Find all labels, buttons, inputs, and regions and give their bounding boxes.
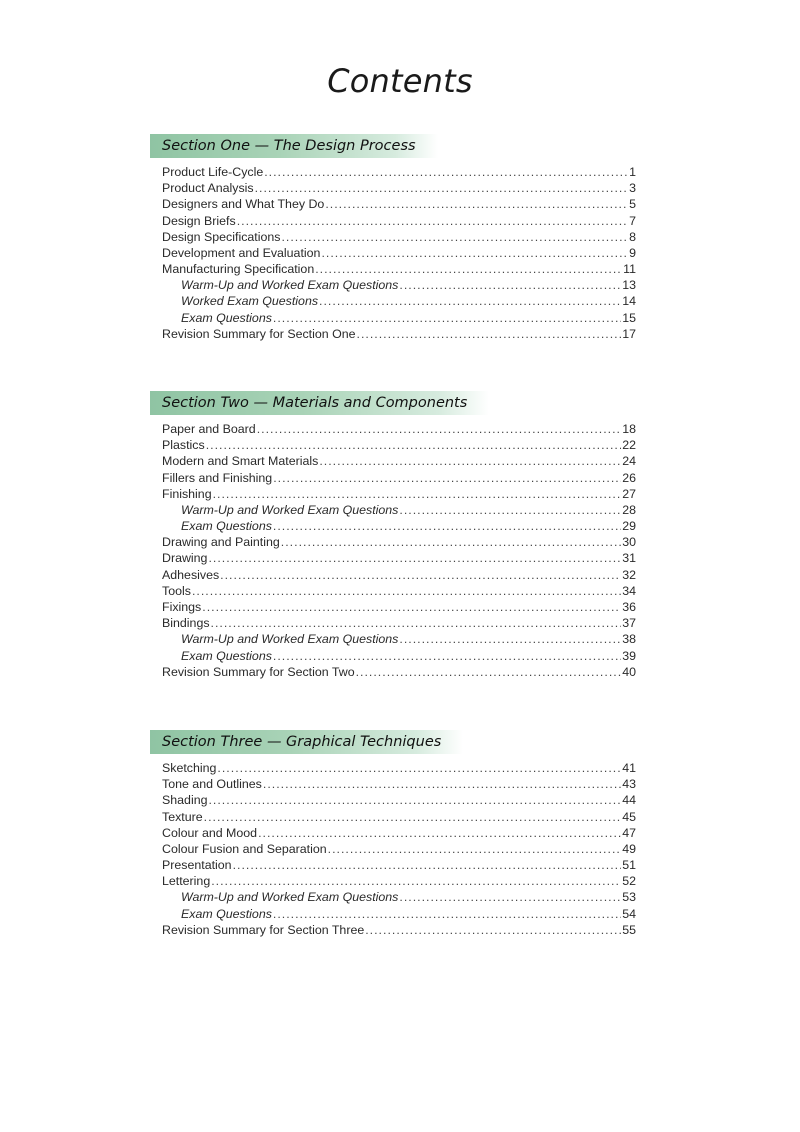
toc-entry-title: Revision Summary for Section One <box>162 326 356 341</box>
dot-leader <box>208 792 621 808</box>
toc-list <box>150 421 636 680</box>
toc-entry-page-number: 32 <box>622 567 636 582</box>
toc-entry-title: Tools <box>162 583 191 598</box>
toc-entry-page-number: 30 <box>622 535 636 550</box>
toc-entry-page-number: 1 <box>629 164 636 179</box>
toc-entry-page-number: 5 <box>629 197 636 212</box>
toc-entry <box>162 583 636 599</box>
toc-entry <box>162 599 636 615</box>
dot-leader <box>217 760 621 776</box>
toc-entry-page-number: 14 <box>622 294 636 309</box>
toc-entry <box>162 421 636 437</box>
toc-entry-page-number: 39 <box>622 648 636 663</box>
dot-leader <box>273 906 621 922</box>
toc-entry-title: Warm-Up and Worked Exam Questions <box>181 890 399 905</box>
toc-entry-title: Shading <box>162 793 208 808</box>
toc-entry-title: Exam Questions <box>181 906 272 921</box>
toc-entry-page-number: 24 <box>622 454 636 469</box>
dot-leader <box>264 164 628 180</box>
toc-entry-title: Adhesives <box>162 567 220 582</box>
toc-entry-title: Modern and Smart Materials <box>162 454 319 469</box>
toc-entry-page-number: 44 <box>622 793 636 808</box>
dot-leader <box>399 889 621 905</box>
dot-leader <box>321 245 628 261</box>
toc-entry-title: Exam Questions <box>181 519 272 534</box>
dot-leader <box>213 486 622 502</box>
dot-leader <box>211 873 621 889</box>
toc-entry <box>162 294 636 310</box>
dot-leader <box>233 857 622 873</box>
toc-entry-title: Colour and Mood <box>162 825 258 840</box>
toc-list <box>150 164 636 342</box>
toc-entry-page-number: 13 <box>622 278 636 293</box>
dot-leader <box>273 648 621 664</box>
dot-leader <box>357 326 622 342</box>
toc-entry-title: Exam Questions <box>181 648 272 663</box>
toc-entry-page-number: 28 <box>622 502 636 517</box>
toc-entry <box>162 922 636 938</box>
toc-entry <box>162 486 636 502</box>
dot-leader <box>399 277 621 293</box>
toc-entry <box>162 502 636 518</box>
toc-entry-page-number: 34 <box>622 583 636 598</box>
toc-entry <box>162 437 636 453</box>
toc-entry-title: Drawing and Painting <box>162 535 280 550</box>
toc-entry <box>162 213 636 229</box>
toc-entry <box>162 648 636 664</box>
page-title: Contents <box>327 62 473 100</box>
toc-entry <box>162 825 636 841</box>
toc-entry-title: Product Analysis <box>162 181 254 196</box>
dot-leader <box>328 841 622 857</box>
toc-entry-page-number: 52 <box>622 874 636 889</box>
toc-entry <box>162 631 636 647</box>
toc-entry <box>162 534 636 550</box>
dot-leader <box>399 631 621 647</box>
toc-entry-title: Warm-Up and Worked Exam Questions <box>181 278 399 293</box>
toc-entry-title: Fixings <box>162 600 202 615</box>
toc-entry-page-number: 26 <box>622 470 636 485</box>
toc-entry-page-number: 22 <box>622 438 636 453</box>
toc-entry-page-number: 41 <box>622 760 636 775</box>
toc-entry-title: Drawing <box>162 551 208 566</box>
toc-entry-page-number: 51 <box>622 858 636 873</box>
dot-leader <box>255 180 628 196</box>
toc-entry <box>162 906 636 922</box>
toc-entry-page-number: 17 <box>622 326 636 341</box>
toc-entry <box>162 664 636 680</box>
dot-leader <box>399 502 621 518</box>
toc-entry-page-number: 7 <box>629 213 636 228</box>
toc-entry <box>162 890 636 906</box>
dot-leader <box>206 437 622 453</box>
toc-entry-page-number: 43 <box>622 777 636 792</box>
section-two <box>150 391 636 680</box>
section-heading: Section Three — Graphical Techniques <box>150 730 463 754</box>
toc-entry-page-number: 3 <box>629 181 636 196</box>
toc-entry <box>162 615 636 631</box>
toc-entry-title: Plastics <box>162 438 205 453</box>
dot-leader <box>273 470 621 486</box>
toc-entry-page-number: 55 <box>622 922 636 937</box>
toc-entry <box>162 873 636 889</box>
dot-leader <box>211 615 622 631</box>
section-one <box>150 134 636 342</box>
toc-entry-page-number: 49 <box>622 841 636 856</box>
dot-leader <box>281 534 621 550</box>
toc-entry <box>162 261 636 277</box>
dot-leader <box>315 261 622 277</box>
dot-leader <box>192 583 621 599</box>
toc-entry <box>162 809 636 825</box>
toc-entry <box>162 470 636 486</box>
toc-entry-title: Revision Summary for Section Two <box>162 664 355 679</box>
toc-entry-page-number: 54 <box>622 906 636 921</box>
toc-entry <box>162 857 636 873</box>
dot-leader <box>356 664 622 680</box>
toc-entry <box>162 776 636 792</box>
dot-leader <box>237 213 628 229</box>
dot-leader <box>258 825 621 841</box>
toc-entry <box>162 245 636 261</box>
toc-entry <box>162 164 636 180</box>
toc-entry <box>162 277 636 293</box>
toc-entry-page-number: 40 <box>622 664 636 679</box>
toc-list <box>150 760 636 938</box>
toc-entry-page-number: 29 <box>622 519 636 534</box>
dot-leader <box>204 809 622 825</box>
toc-entry <box>162 326 636 342</box>
toc-entry <box>162 792 636 808</box>
toc-entry-title: Tone and Outlines <box>162 777 262 792</box>
toc-entry <box>162 180 636 196</box>
section-three <box>150 730 636 938</box>
toc-entry <box>162 841 636 857</box>
dot-leader <box>202 599 621 615</box>
toc-entry-page-number: 38 <box>622 632 636 647</box>
dot-leader <box>257 421 622 437</box>
toc-entry-page-number: 37 <box>622 616 636 631</box>
toc-entry-page-number: 45 <box>622 809 636 824</box>
toc-entry-title: Finishing <box>162 486 212 501</box>
dot-leader <box>319 293 621 309</box>
toc-entry-page-number: 9 <box>629 245 636 260</box>
toc-entry-title: Texture <box>162 809 203 824</box>
dot-leader <box>273 310 621 326</box>
toc-entry-title: Revision Summary for Section Three <box>162 922 365 937</box>
toc-entry-page-number: 8 <box>629 229 636 244</box>
toc-entry-page-number: 18 <box>622 421 636 436</box>
toc-entry-title: Exam Questions <box>181 310 272 325</box>
toc-entry <box>162 551 636 567</box>
dot-leader <box>263 776 621 792</box>
toc-entry-title: Fillers and Finishing <box>162 470 273 485</box>
dot-leader <box>220 567 621 583</box>
toc-entry-title: Development and Evaluation <box>162 245 321 260</box>
toc-entry-title: Manufacturing Specification <box>162 262 315 277</box>
toc-entry-title: Design Specifications <box>162 229 281 244</box>
toc-entry-title: Colour Fusion and Separation <box>162 841 327 856</box>
dot-leader <box>208 550 621 566</box>
toc-entry-title: Bindings <box>162 616 210 631</box>
toc-entry-page-number: 11 <box>623 262 636 277</box>
toc-entry-title: Paper and Board <box>162 421 256 436</box>
toc-entry <box>162 310 636 326</box>
toc-entry-page-number: 27 <box>622 486 636 501</box>
toc-entry-page-number: 15 <box>622 310 636 325</box>
toc-entry-title: Design Briefs <box>162 213 236 228</box>
toc-entry-title: Warm-Up and Worked Exam Questions <box>181 632 399 647</box>
toc-entry-title: Sketching <box>162 760 217 775</box>
toc-entry-page-number: 31 <box>622 551 636 566</box>
toc-entry-title: Worked Exam Questions <box>181 294 319 309</box>
toc-entry <box>162 453 636 469</box>
toc-entry <box>162 518 636 534</box>
toc-entry-title: Lettering <box>162 874 211 889</box>
toc-entry-title: Presentation <box>162 858 232 873</box>
section-heading: Section One — The Design Process <box>150 134 438 158</box>
toc-entry <box>162 229 636 245</box>
toc-entry-title: Designers and What They Do <box>162 197 325 212</box>
dot-leader <box>273 518 621 534</box>
toc-entry <box>162 567 636 583</box>
toc-entry-title: Warm-Up and Worked Exam Questions <box>181 502 399 517</box>
toc-entry-title: Product Life-Cycle <box>162 164 264 179</box>
dot-leader <box>325 196 628 212</box>
dot-leader <box>281 229 628 245</box>
toc-entry-page-number: 36 <box>622 600 636 615</box>
toc-entry-page-number: 47 <box>622 825 636 840</box>
section-heading: Section Two — Materials and Components <box>150 391 489 415</box>
dot-leader <box>319 453 621 469</box>
toc-entry <box>162 760 636 776</box>
dot-leader <box>365 922 621 938</box>
toc-entry <box>162 196 636 212</box>
toc-entry-page-number: 53 <box>622 890 636 905</box>
